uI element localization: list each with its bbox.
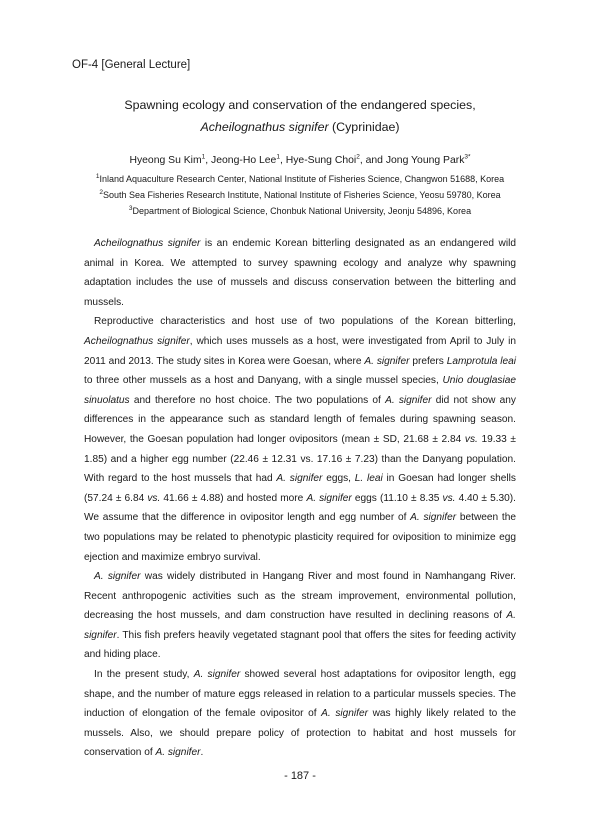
author: Jeong-Ho Lee$^1$	[211, 153, 280, 166]
page-number: - 187 -	[284, 770, 316, 782]
text-run: was highly likely related to the mussels. Also, we should prepare policy of protection to habitat and host mussels for conservation of	[84, 708, 516, 759]
author-list: Hyeong Su Kim$^1$, Jeong-Ho Lee$^1$, Hye-Sung Choi$^2$, and Jong Young Park$^{3*}$	[129, 153, 471, 166]
title-line-1: Spawning ecology and conservation of the endangered species,	[124, 98, 476, 112]
italic-text: A. signifer	[364, 355, 410, 367]
text-run: and therefore no host choice. The two populations of	[129, 394, 386, 406]
author: Jong Young Park$^{3*}$	[385, 153, 471, 166]
author: Hyeong Su Kim$^1$	[129, 153, 206, 166]
text-run: eggs (11.10 ± 8.35	[351, 492, 443, 504]
text-run: 19.33 ± 1.85) and a higher egg number (22.46 ± 12.31 vs. 17.16 ± 7.23) than the Danyang population. With regard to the host mussels that had	[84, 433, 516, 485]
italic-text: A. signifer	[410, 512, 457, 524]
text-run: 4.40 ± 5.30). We assume that the difference in ovipositor length and egg number of	[84, 492, 516, 524]
text-run: is an endemic Korean bitterling designated as an endangered wild animal in Korea. We attempted to survey spawning ecology and analyze why spawning adaptation includes the use of mussels and discuss conservation between the bitterling and mussels.	[84, 238, 516, 308]
italic-text: A. signifer	[155, 747, 201, 759]
author: Hye-Sung Choi$^2$	[285, 153, 360, 166]
italic-text: A. signifer	[84, 610, 516, 641]
italic-text: vs.	[147, 492, 161, 504]
text-run: 41.66 ± 4.88) and hosted more	[160, 492, 307, 504]
italic-text: Acheilognathus signifer	[84, 335, 190, 347]
affiliation: $^2$South Sea Fisheries Research Institute, National Institute of Fisheries Science, Yeosu 59780, Korea	[99, 189, 501, 200]
body-paragraph	[84, 234, 516, 312]
abstract-body	[84, 234, 516, 763]
title-line-2	[60, 120, 540, 134]
italic-text: A. signifer	[276, 473, 323, 485]
text-run: In the present study,	[94, 669, 194, 681]
text-run: , which uses mussels as a host, were investigated from April to July in 2011 and 2013. The study sites in Korea were Goesan, where	[84, 335, 516, 367]
text-run: . This fish prefers heavily vegetated stagnant pool that offers the sites for feeding activity and hiding place.	[84, 629, 516, 661]
italic-text: A. signifer	[193, 669, 241, 681]
italic-text: Unio douglasiae sinuolatus	[84, 375, 516, 406]
italic-text: L. leai	[354, 473, 383, 485]
text-run: in Goesan had longer shells (57.24 ± 6.84	[84, 473, 516, 504]
title-family: (Cyprinidae)	[328, 120, 400, 134]
italic-text: A. signifer	[94, 571, 141, 583]
body-paragraph	[84, 665, 516, 763]
italic-text: Acheilognathus signifer	[94, 238, 201, 249]
italic-text: A. signifer	[385, 394, 432, 406]
body-paragraph	[84, 312, 516, 567]
text-run: was widely distributed in Hangang River and most found in Namhangang River. Recent anthropogenic activities such as the stream improvement, environmental pollution, decreasing the host mussels, and dam construction have resulted in declining reasons of	[84, 571, 516, 622]
text-run: .	[200, 747, 204, 759]
text-run: showed several host adaptations for ovipositor length, egg shape, and the number of mature eggs released in relation to a particular mussels species. The induction of elongation of the female ovipositor of	[84, 669, 516, 720]
text-run: between the two populations may be related to phenotypic plasticity required for oviposition to minimize egg ejection and maximize embryo survival.	[84, 512, 516, 563]
italic-text: A. signifer	[321, 708, 368, 720]
italic-text: vs.	[464, 433, 478, 445]
text-run: Reproductive characteristics and host use of two populations of the Korean bitterling,	[94, 316, 516, 328]
text-run: eggs,	[322, 473, 355, 485]
text-run: to three other mussels as a host and Danyang, with a single mussel species,	[84, 375, 443, 387]
italic-text: Lamprotula leai	[446, 355, 516, 367]
text-run: prefers	[409, 355, 447, 367]
title-species: Acheilognathus signifer	[200, 120, 329, 134]
text-run: did not show any differences in the appearance such as standard length of females during spawning season. However, the Goesan population had longer ovipositors (mean ± SD, 21.68 ± 2.84	[84, 394, 516, 445]
affiliation: $^3$Department of Biological Science, Chonbuk National University, Jeonju 54896, Korea	[128, 205, 472, 216]
session-label: OF-4 [General Lecture]	[72, 59, 191, 71]
body-paragraph	[84, 567, 516, 665]
affiliation: $^1$Inland Aquaculture Research Center, National Institute of Fisheries Science, Changwon 51688, Korea	[95, 173, 505, 184]
italic-text: A. signifer	[306, 492, 352, 504]
italic-text: vs.	[442, 492, 456, 504]
